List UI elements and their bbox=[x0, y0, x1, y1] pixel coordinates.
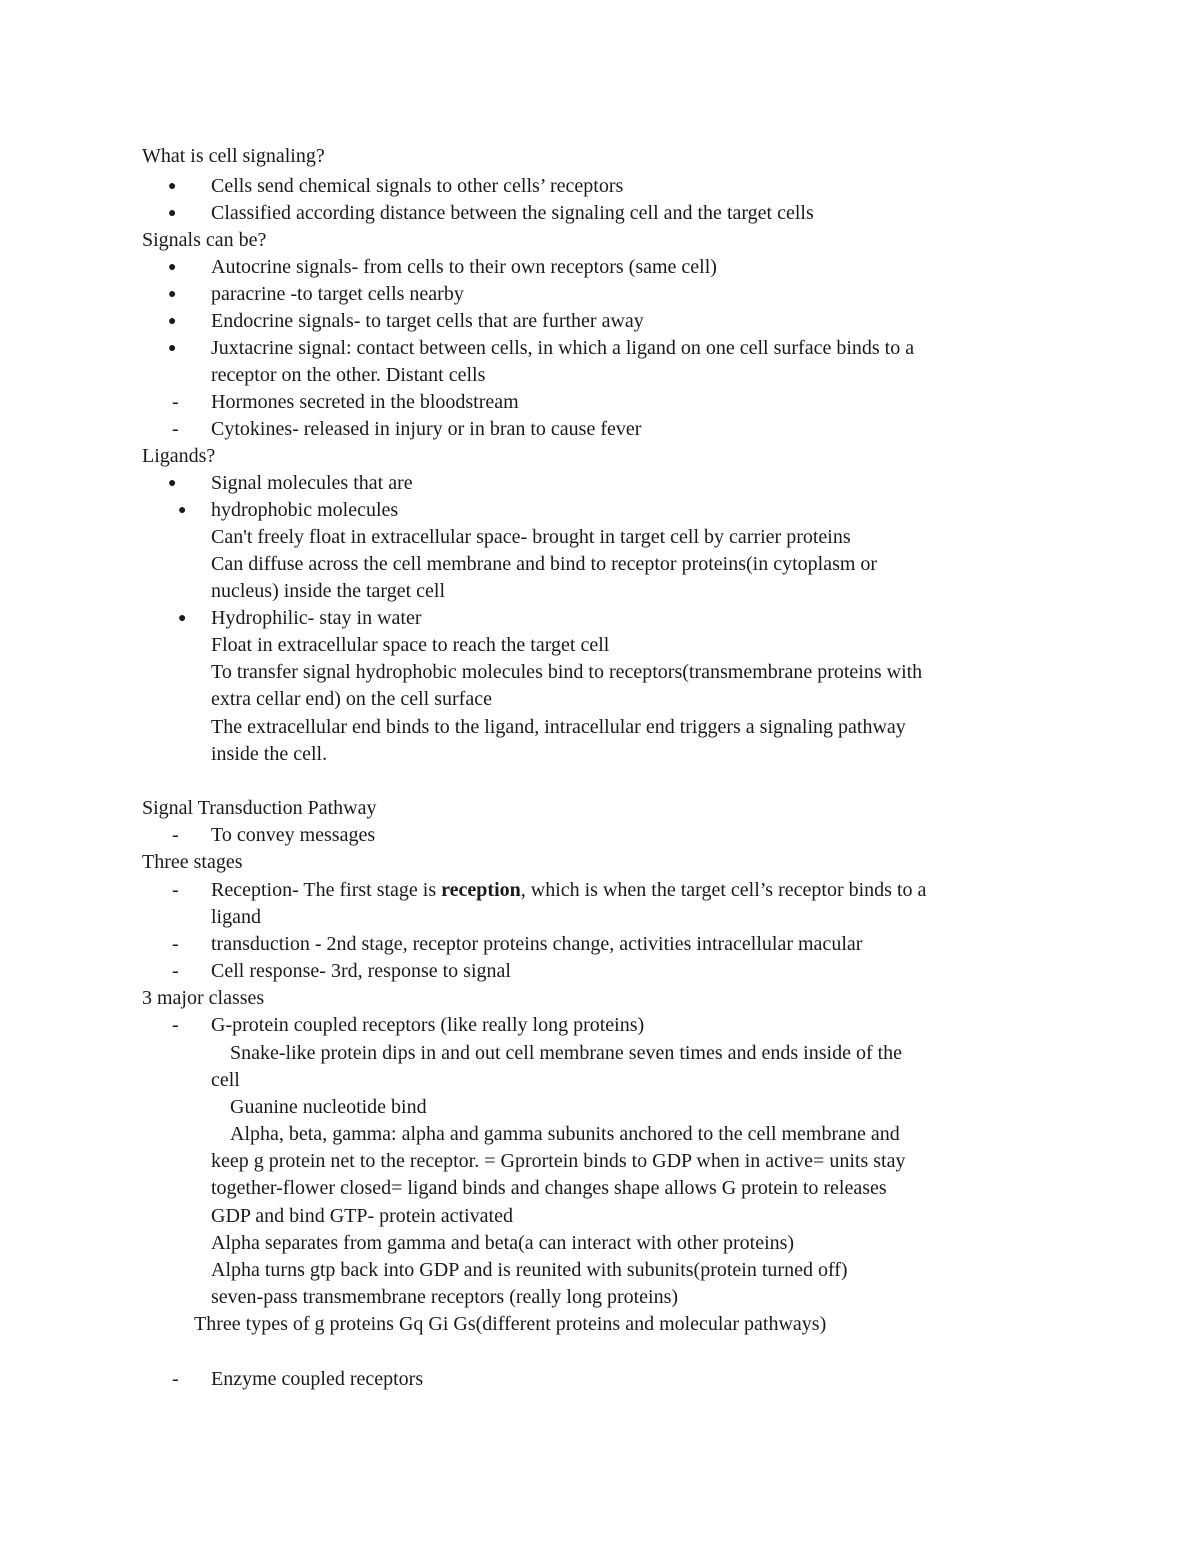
dash-icon: - bbox=[172, 824, 179, 846]
text-line: Float in extracellular space to reach the target cell bbox=[211, 634, 610, 656]
bullet-icon: ● bbox=[168, 260, 177, 275]
dash-icon: - bbox=[172, 879, 179, 901]
dash-icon: - bbox=[172, 1368, 179, 1390]
text-line: cell bbox=[211, 1069, 240, 1091]
list-item: Hormones secreted in the bloodstream bbox=[211, 391, 519, 413]
heading-what-is-cell-signaling: What is cell signaling? bbox=[142, 145, 325, 167]
list-item: hydrophobic molecules bbox=[211, 499, 399, 521]
list-item-continuation: ligand bbox=[211, 906, 261, 928]
list-item: Signal molecules that are bbox=[211, 472, 413, 494]
list-item: transduction - 2nd stage, receptor proteins change, activities intracellular macular bbox=[211, 933, 863, 955]
list-item-reception bbox=[211, 877, 926, 904]
bullet-icon: ● bbox=[168, 476, 177, 491]
bullet-icon: ● bbox=[168, 287, 177, 302]
list-item: Classified according distance between the signaling cell and the target cells bbox=[211, 202, 814, 224]
list-item: Hydrophilic- stay in water bbox=[211, 607, 422, 629]
list-item: Cytokines- released in injury or in bran to cause fever bbox=[211, 418, 642, 440]
reception-bold-term: reception bbox=[441, 879, 521, 901]
bullet-icon: ● bbox=[178, 503, 187, 518]
bullet-icon: ● bbox=[168, 206, 177, 221]
dash-icon: - bbox=[172, 960, 179, 982]
text-line: To transfer signal hydrophobic molecules bind to receptors(transmembrane proteins with bbox=[211, 661, 923, 683]
text-line: Alpha turns gtp back into GDP and is reunited with subunits(protein turned off) bbox=[211, 1259, 848, 1281]
text-line: inside the cell. bbox=[211, 743, 328, 765]
text-line: Can't freely float in extracellular space- brought in target cell by carrier proteins bbox=[211, 526, 851, 548]
dash-icon: - bbox=[172, 1014, 179, 1036]
bullet-icon: ● bbox=[168, 179, 177, 194]
text-line: Snake-like protein dips in and out cell membrane seven times and ends inside of the bbox=[230, 1042, 903, 1064]
reception-text-post: , which is when the target cell’s receptor binds to a bbox=[520, 879, 927, 901]
text-line: seven-pass transmembrane receptors (really long proteins) bbox=[211, 1286, 679, 1308]
list-item: Endocrine signals- to target cells that are further away bbox=[211, 310, 644, 332]
text-line: Guanine nucleotide bind bbox=[230, 1096, 427, 1118]
dash-icon: - bbox=[172, 391, 179, 413]
list-item: To convey messages bbox=[211, 824, 376, 846]
text-line: The extracellular end binds to the ligand, intracellular end triggers a signaling pathway bbox=[211, 716, 906, 738]
list-item: Cell response- 3rd, response to signal bbox=[211, 960, 511, 982]
bullet-icon: ● bbox=[178, 611, 187, 626]
bullet-icon: ● bbox=[168, 341, 177, 356]
text-line: Three types of g proteins Gq Gi Gs(different proteins and molecular pathways) bbox=[194, 1313, 827, 1335]
list-item: Enzyme coupled receptors bbox=[211, 1368, 424, 1390]
bullet-icon: ● bbox=[168, 314, 177, 329]
text-line: Can diffuse across the cell membrane and bind to receptor proteins(in cytoplasm or bbox=[211, 553, 878, 575]
text-line: GDP and bind GTP- protein activated bbox=[211, 1205, 513, 1227]
heading-ligands: Ligands? bbox=[142, 445, 216, 467]
text-line: together-flower closed= ligand binds and changes shape allows G protein to releases bbox=[211, 1177, 887, 1199]
list-item: Autocrine signals- from cells to their own receptors (same cell) bbox=[211, 256, 717, 278]
list-item: Juxtacrine signal: contact between cells, in which a ligand on one cell surface binds to a bbox=[211, 337, 915, 359]
list-item: paracrine -to target cells nearby bbox=[211, 283, 464, 305]
text-line: extra cellar end) on the cell surface bbox=[211, 688, 492, 710]
text-line: Alpha separates from gamma and beta(a can interact with other proteins) bbox=[211, 1232, 795, 1254]
heading-major-classes: 3 major classes bbox=[142, 987, 265, 1009]
reception-text-pre: Reception- The first stage is bbox=[211, 879, 442, 901]
text-line: keep g protein net to the receptor. = Gprortein binds to GDP when in active= units stay bbox=[211, 1150, 906, 1172]
heading-signal-transduction-pathway: Signal Transduction Pathway bbox=[142, 797, 377, 819]
text-line: nucleus) inside the target cell bbox=[211, 580, 445, 602]
list-item: Cells send chemical signals to other cells’ receptors bbox=[211, 175, 624, 197]
list-item: G-protein coupled receptors (like really long proteins) bbox=[211, 1014, 645, 1036]
heading-signals-can-be: Signals can be? bbox=[142, 229, 267, 251]
dash-icon: - bbox=[172, 418, 179, 440]
heading-three-stages: Three stages bbox=[142, 851, 243, 873]
list-item-continuation: receptor on the other. Distant cells bbox=[211, 364, 486, 386]
dash-icon: - bbox=[172, 933, 179, 955]
text-line: Alpha, beta, gamma: alpha and gamma subunits anchored to the cell membrane and bbox=[230, 1123, 900, 1145]
